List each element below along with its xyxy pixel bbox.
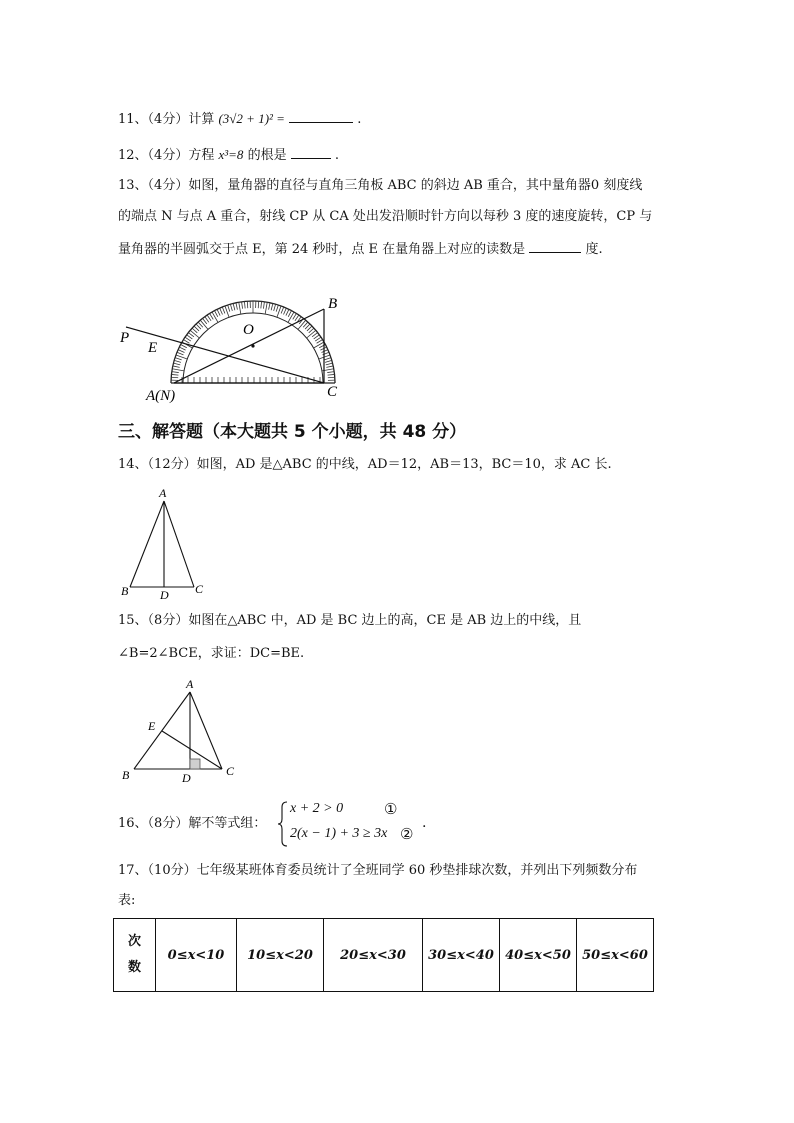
label-O: O bbox=[243, 322, 254, 338]
protractor-tick bbox=[317, 340, 323, 344]
table-header-cell bbox=[114, 919, 156, 992]
q15-label-C: C bbox=[226, 764, 235, 778]
protractor-figure bbox=[112, 262, 352, 407]
q13-answer-blank[interactable] bbox=[529, 239, 581, 253]
protractor-tick bbox=[265, 302, 267, 314]
protractor-tick bbox=[281, 307, 284, 313]
protractor-tick bbox=[173, 363, 180, 365]
protractor-tick bbox=[295, 315, 299, 321]
protractor-tick bbox=[314, 342, 324, 348]
protractor-tick bbox=[325, 360, 332, 362]
q16-prefix: 16、（8分）解不等式组： bbox=[118, 816, 267, 831]
q15-label-E: E bbox=[148, 719, 156, 733]
protractor-tick bbox=[222, 307, 225, 313]
protractor-tick bbox=[324, 358, 331, 360]
protractor-tick bbox=[239, 302, 241, 314]
q14-triangle-figure bbox=[118, 485, 213, 603]
q16-inequality-1: x + 2 > 0 bbox=[290, 801, 344, 816]
protractor-tick bbox=[261, 301, 262, 308]
protractor-tick bbox=[244, 301, 245, 308]
protractor-tick bbox=[171, 374, 178, 375]
frequency-table bbox=[113, 918, 654, 992]
protractor-tick bbox=[242, 302, 243, 309]
protractor-tick bbox=[185, 337, 191, 341]
protractor-tick bbox=[212, 312, 218, 322]
q16-brace bbox=[278, 801, 288, 847]
q14-label-B: B bbox=[121, 584, 129, 598]
q14-side-AB bbox=[130, 501, 164, 587]
protractor-tick bbox=[288, 311, 291, 317]
question-12 bbox=[118, 145, 339, 165]
q14-label-D: D bbox=[160, 588, 169, 602]
protractor-tick bbox=[172, 372, 179, 373]
q14-label-C: C bbox=[195, 582, 204, 596]
protractor-tick bbox=[327, 372, 334, 373]
protractor-tick bbox=[172, 369, 184, 371]
protractor-tick bbox=[173, 366, 180, 367]
q15-triangle-figure bbox=[118, 673, 243, 785]
protractor-tick bbox=[177, 352, 183, 355]
protractor-tick bbox=[322, 350, 328, 353]
protractor-tick bbox=[328, 374, 335, 375]
protractor-tick bbox=[181, 345, 187, 348]
protractor-tick bbox=[230, 304, 232, 311]
protractor-tick bbox=[200, 320, 208, 329]
protractor-tick bbox=[178, 350, 184, 353]
label-B: B bbox=[328, 296, 338, 312]
table-cell: 50≤x<60 bbox=[577, 919, 654, 992]
protractor-tick bbox=[326, 363, 333, 365]
table-cell: 40≤x<50 bbox=[500, 919, 577, 992]
protractor-tick bbox=[228, 305, 230, 312]
protractor-tick bbox=[307, 330, 316, 338]
protractor-tick bbox=[276, 305, 278, 312]
table-cell: 20≤x<30 bbox=[324, 919, 423, 992]
protractor-tick bbox=[263, 302, 264, 309]
q16-inequality-2: 2(x − 1) + 3 ≥ 3x bbox=[290, 826, 388, 841]
protractor-tick bbox=[183, 340, 189, 344]
protractor-tick bbox=[210, 313, 214, 319]
q14-label-A: A bbox=[159, 486, 167, 500]
protractor-tick bbox=[175, 358, 182, 360]
protractor-tick bbox=[236, 303, 237, 310]
protractor-tick bbox=[190, 330, 199, 338]
q16-suffix: . bbox=[422, 815, 427, 831]
protractor-outer-arc bbox=[171, 301, 335, 407]
q15-label-A: A bbox=[186, 677, 194, 691]
q15-label-D: D bbox=[182, 771, 191, 785]
q15-side-AB bbox=[134, 692, 190, 769]
q16-mark-2: ② bbox=[400, 825, 414, 843]
q11-prefix: 11、（4分）计算 bbox=[118, 112, 215, 127]
table-cell: 30≤x<40 bbox=[423, 919, 500, 992]
q11-answer-blank[interactable] bbox=[289, 109, 353, 123]
q12-prefix: 12、（4分）方程 bbox=[118, 148, 215, 163]
protractor-tick bbox=[271, 303, 273, 310]
table-header-top: 次 bbox=[127, 934, 141, 949]
q13-line-1: 13、（4分）如图，量角器的直径与直角三角板 ABC 的斜边 AB 重合，其中量角器0 刻度线 bbox=[118, 178, 643, 193]
q15-label-B: B bbox=[122, 768, 130, 782]
protractor-tick bbox=[269, 303, 270, 310]
q12-suffix: . bbox=[334, 148, 339, 163]
q14-side-AC bbox=[164, 501, 194, 587]
q11-expression: (3√2 + 1)² = bbox=[218, 111, 285, 126]
protractor-tick bbox=[326, 366, 333, 367]
q14-text: 14、（12分）如图，AD 是△ABC 的中线，AD＝12，AB＝13，BC＝10，求 AC 长. bbox=[118, 457, 612, 472]
q13-line-3-text: 量角器的半圆弧交于点 E，第 24 秒时，点 E 在量角器上对应的读数是 bbox=[118, 242, 526, 257]
protractor-tick bbox=[233, 303, 235, 310]
q15-right-angle-mark bbox=[190, 759, 200, 769]
protractor-tick bbox=[286, 309, 289, 315]
q15-line-2: ∠B=2∠BCE，求证：DC=BE. bbox=[118, 646, 305, 661]
q17-line-1: 17、（10分）七年级某班体育委员统计了全班同学 60 秒垫排球次数，并列出下列频数分布 bbox=[118, 863, 638, 878]
q12-mid: 的根是 bbox=[247, 148, 287, 163]
point-O bbox=[251, 344, 254, 347]
q17-line-2: 表: bbox=[118, 893, 136, 908]
label-A-N: A(N) bbox=[146, 388, 176, 404]
label-C: C bbox=[327, 384, 338, 400]
q15-side-AC bbox=[190, 692, 222, 769]
q11-suffix: . bbox=[357, 112, 362, 127]
protractor-tick bbox=[315, 337, 321, 341]
protractor-tick bbox=[174, 360, 181, 362]
q13-line-3 bbox=[118, 239, 603, 259]
protractor-tick bbox=[217, 309, 220, 315]
protractor-tick bbox=[207, 315, 211, 321]
question-11 bbox=[118, 109, 361, 129]
protractor-tick bbox=[274, 304, 276, 311]
q13-line-3-suffix: 度. bbox=[585, 242, 603, 257]
protractor-tick bbox=[284, 308, 287, 314]
protractor-tick bbox=[220, 308, 223, 314]
table-row bbox=[114, 919, 654, 992]
q15-line-1: 15、（8分）如图在△ABC 中，AD 是 BC 边上的高，CE 是 AB 边上的中线，且 bbox=[118, 613, 582, 628]
table-header-bottom: 数 bbox=[127, 960, 141, 975]
q16-mark-1: ① bbox=[384, 800, 398, 818]
protractor-tick bbox=[288, 312, 294, 322]
q13-line-2: 的端点 N 与点 A 重合，射线 CP 从 CA 处出发沿顺时针方向以每秒 3 度的速度旋转，CP 与 bbox=[118, 209, 653, 224]
q12-answer-blank[interactable] bbox=[291, 145, 331, 159]
label-E: E bbox=[148, 340, 158, 356]
protractor-tick bbox=[293, 313, 297, 319]
q12-equation: x³=8 bbox=[218, 147, 244, 162]
protractor-tick bbox=[179, 347, 185, 350]
segment-AB bbox=[174, 309, 324, 383]
section-3-heading: 三、解答题（本大题共 5 个小题，共 48 分） bbox=[118, 422, 467, 442]
table-cell: 0≤x<10 bbox=[156, 919, 237, 992]
label-P: P bbox=[120, 330, 130, 346]
table-cell: 10≤x<20 bbox=[237, 919, 324, 992]
protractor-tick bbox=[215, 311, 218, 317]
